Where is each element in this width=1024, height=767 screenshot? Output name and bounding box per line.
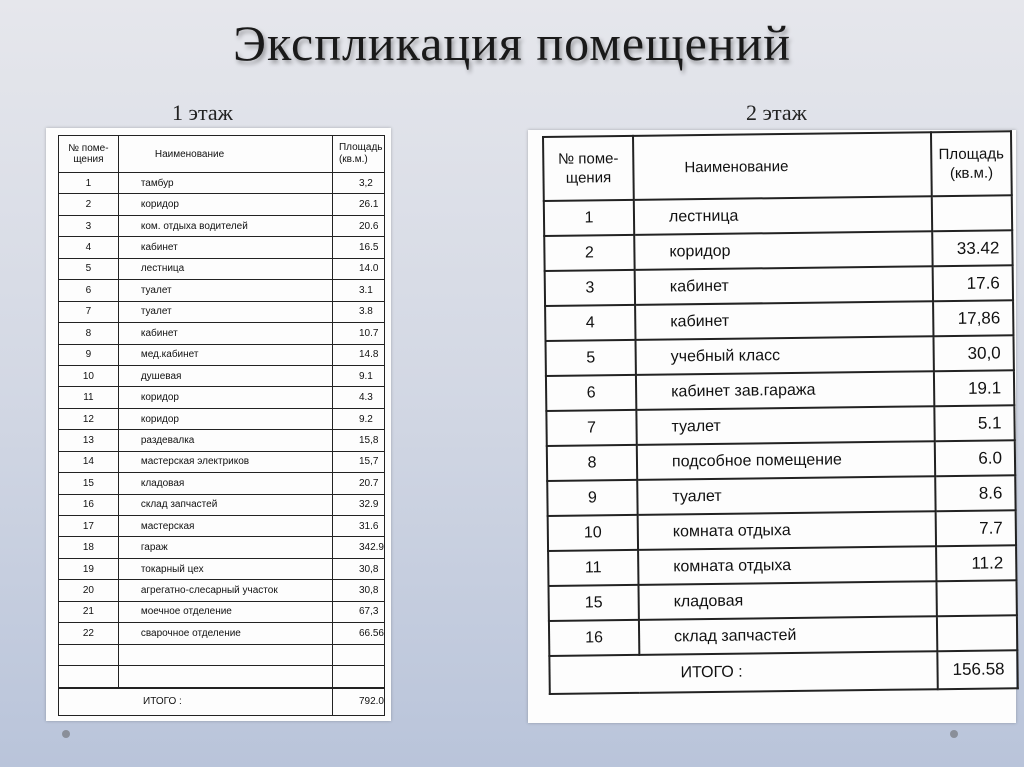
table-row bbox=[548, 545, 1016, 586]
table-row bbox=[59, 537, 385, 558]
floor2-scan bbox=[528, 130, 1016, 723]
room-number: 19 bbox=[59, 558, 119, 579]
room-name: кабинет bbox=[118, 237, 332, 258]
room-name: тамбур bbox=[118, 173, 332, 194]
room-name: кладовая bbox=[118, 473, 332, 494]
total-row bbox=[549, 650, 1017, 694]
header-area: Площадь (кв.м.) bbox=[931, 131, 1012, 196]
table-row bbox=[544, 195, 1012, 236]
room-area: 30,0 bbox=[933, 335, 1013, 371]
room-name: гараж bbox=[118, 537, 332, 558]
room-name: моечное отделение bbox=[118, 601, 332, 622]
room-area bbox=[937, 615, 1017, 651]
room-number: 10 bbox=[548, 515, 638, 551]
room-area: 9.1 bbox=[332, 365, 384, 386]
room-area: 8.6 bbox=[935, 475, 1015, 511]
room-number: 14 bbox=[59, 451, 119, 472]
room-name: коридор bbox=[118, 408, 332, 429]
room-name: коридор bbox=[634, 231, 932, 270]
total-label: ИТОГО : bbox=[59, 688, 333, 716]
room-area: 4.3 bbox=[332, 387, 384, 408]
room-name: кабинет bbox=[635, 301, 933, 340]
room-number: 7 bbox=[546, 410, 636, 446]
table-row bbox=[59, 644, 385, 665]
room-area: 20.6 bbox=[332, 215, 384, 236]
room-number: 15 bbox=[548, 585, 638, 621]
room-name: кабинет зав.гаража bbox=[636, 371, 934, 410]
total-row bbox=[59, 688, 385, 716]
table-row bbox=[59, 173, 385, 194]
room-number: 21 bbox=[59, 601, 119, 622]
room-number: 9 bbox=[59, 344, 119, 365]
room-area: 67,3 bbox=[332, 601, 384, 622]
table-header-row bbox=[543, 131, 1012, 201]
table-row bbox=[59, 387, 385, 408]
table-row bbox=[545, 265, 1013, 306]
room-area: 32.9 bbox=[332, 494, 384, 515]
table-row bbox=[59, 558, 385, 579]
room-name: склад запчастей bbox=[639, 616, 937, 655]
nav-dot-right bbox=[950, 730, 958, 738]
header-no: № поме-щения bbox=[543, 136, 634, 201]
table-row bbox=[59, 365, 385, 386]
header-no: № поме-щения bbox=[59, 136, 119, 173]
room-number bbox=[59, 644, 119, 665]
header-name: Наименование bbox=[633, 132, 932, 200]
room-number: 1 bbox=[544, 200, 634, 236]
table-row bbox=[59, 323, 385, 344]
table-row bbox=[59, 623, 385, 644]
room-name: кладовая bbox=[638, 581, 936, 620]
room-number: 5 bbox=[59, 258, 119, 279]
room-area: 7.7 bbox=[936, 510, 1016, 546]
room-number bbox=[59, 666, 119, 688]
nav-dot-left bbox=[62, 730, 70, 738]
room-area: 19.1 bbox=[934, 370, 1014, 406]
room-area: 15,8 bbox=[332, 430, 384, 451]
table-row bbox=[549, 615, 1017, 656]
floor2-label: 2 этаж bbox=[746, 100, 807, 125]
room-number: 16 bbox=[59, 494, 119, 515]
table-row bbox=[546, 335, 1014, 376]
room-name: туалет bbox=[637, 476, 935, 515]
table-row bbox=[59, 451, 385, 472]
slide-title: Экспликация помещений bbox=[232, 15, 792, 71]
table-row bbox=[546, 370, 1014, 411]
room-name: сварочное отделение bbox=[118, 623, 332, 644]
room-number: 8 bbox=[547, 445, 637, 481]
room-area: 17,86 bbox=[933, 300, 1013, 336]
room-area bbox=[332, 666, 384, 688]
room-number: 8 bbox=[59, 323, 119, 344]
table-row bbox=[548, 580, 1016, 621]
room-name: комната отдыха bbox=[638, 511, 936, 550]
room-name: комната отдыха bbox=[638, 546, 936, 585]
room-number: 15 bbox=[59, 473, 119, 494]
table-row bbox=[59, 215, 385, 236]
room-name bbox=[118, 644, 332, 665]
room-name: кабинет bbox=[118, 323, 332, 344]
table-row bbox=[547, 475, 1015, 516]
room-name: учебный класс bbox=[635, 336, 933, 375]
room-number: 20 bbox=[59, 580, 119, 601]
room-area: 9.2 bbox=[332, 408, 384, 429]
room-name: мастерская электриков bbox=[118, 451, 332, 472]
table-row bbox=[544, 230, 1012, 271]
room-area: 20.7 bbox=[332, 473, 384, 494]
total-label: ИТОГО : bbox=[549, 651, 937, 694]
room-name: склад запчастей bbox=[118, 494, 332, 515]
room-number: 2 bbox=[544, 235, 634, 271]
room-number: 18 bbox=[59, 537, 119, 558]
floor1-table bbox=[58, 135, 385, 716]
table-row bbox=[547, 440, 1015, 481]
room-name: раздевалка bbox=[118, 430, 332, 451]
table-row bbox=[545, 300, 1013, 341]
floor1-scan bbox=[46, 128, 391, 721]
room-name: туалет bbox=[118, 280, 332, 301]
room-number: 12 bbox=[59, 408, 119, 429]
room-number: 7 bbox=[59, 301, 119, 322]
room-number: 4 bbox=[545, 305, 635, 341]
table-row bbox=[59, 473, 385, 494]
room-area: 15,7 bbox=[332, 451, 384, 472]
room-area bbox=[936, 580, 1016, 616]
room-number: 9 bbox=[547, 480, 637, 516]
room-area: 17.6 bbox=[933, 265, 1013, 301]
table-row bbox=[59, 408, 385, 429]
room-name bbox=[118, 666, 332, 688]
room-number: 2 bbox=[59, 194, 119, 215]
room-number: 3 bbox=[545, 270, 635, 306]
room-area: 10.7 bbox=[332, 323, 384, 344]
room-area: 16.5 bbox=[332, 237, 384, 258]
room-area: 30,8 bbox=[332, 558, 384, 579]
table-header-row bbox=[59, 136, 385, 173]
room-number: 6 bbox=[546, 375, 636, 411]
room-area: 3.1 bbox=[332, 280, 384, 301]
room-name: агрегатно-слесарный участок bbox=[118, 580, 332, 601]
room-name: кабинет bbox=[635, 266, 933, 305]
room-number: 4 bbox=[59, 237, 119, 258]
table-row bbox=[59, 494, 385, 515]
room-area: 30,8 bbox=[332, 580, 384, 601]
room-number: 11 bbox=[548, 550, 638, 586]
room-name: ком. отдыха водителей bbox=[118, 215, 332, 236]
room-number: 17 bbox=[59, 516, 119, 537]
room-area: 3,2 bbox=[332, 173, 384, 194]
room-number: 10 bbox=[59, 365, 119, 386]
table-row bbox=[548, 510, 1016, 551]
table-row bbox=[59, 601, 385, 622]
room-area bbox=[932, 195, 1012, 231]
room-area: 11.2 bbox=[936, 545, 1016, 581]
room-number: 13 bbox=[59, 430, 119, 451]
room-number: 16 bbox=[549, 620, 639, 656]
room-number: 1 bbox=[59, 173, 119, 194]
total-value: 792.0 bbox=[332, 688, 384, 716]
room-name: туалет bbox=[636, 406, 934, 445]
table-row bbox=[59, 344, 385, 365]
header-area: Площадь (кв.м.) bbox=[332, 136, 384, 173]
table-row bbox=[59, 301, 385, 322]
table-row bbox=[59, 430, 385, 451]
room-area: 5.1 bbox=[934, 405, 1014, 441]
room-name: лестница bbox=[118, 258, 332, 279]
table-row bbox=[59, 580, 385, 601]
room-name: лестница bbox=[634, 196, 932, 235]
room-area: 31.6 bbox=[332, 516, 384, 537]
room-area: 66.56 bbox=[332, 623, 384, 644]
room-name: мастерская bbox=[118, 516, 332, 537]
room-area: 14.0 bbox=[332, 258, 384, 279]
room-name: мед.кабинет bbox=[118, 344, 332, 365]
room-area: 26.1 bbox=[332, 194, 384, 215]
header-name: Наименование bbox=[118, 136, 332, 173]
table-row bbox=[546, 405, 1014, 446]
room-area: 14.8 bbox=[332, 344, 384, 365]
table-row bbox=[59, 237, 385, 258]
room-area: 342.9 bbox=[332, 537, 384, 558]
room-area: 3.8 bbox=[332, 301, 384, 322]
room-number: 6 bbox=[59, 280, 119, 301]
total-value: 156.58 bbox=[937, 650, 1017, 689]
floor1-label: 1 этаж bbox=[172, 100, 233, 125]
table-row bbox=[59, 666, 385, 688]
room-area: 6.0 bbox=[935, 440, 1015, 476]
table-row bbox=[59, 280, 385, 301]
room-name: коридор bbox=[118, 194, 332, 215]
room-name: коридор bbox=[118, 387, 332, 408]
room-name: подсобное помещение bbox=[637, 441, 935, 480]
floor2-table bbox=[542, 130, 1019, 695]
room-number: 3 bbox=[59, 215, 119, 236]
table-row bbox=[59, 194, 385, 215]
room-name: туалет bbox=[118, 301, 332, 322]
table-row bbox=[59, 516, 385, 537]
room-name: токарный цех bbox=[118, 558, 332, 579]
room-area: 33.42 bbox=[932, 230, 1012, 266]
room-number: 22 bbox=[59, 623, 119, 644]
room-name: душевая bbox=[118, 365, 332, 386]
room-area bbox=[332, 644, 384, 665]
room-number: 11 bbox=[59, 387, 119, 408]
table-row bbox=[59, 258, 385, 279]
room-number: 5 bbox=[546, 340, 636, 376]
